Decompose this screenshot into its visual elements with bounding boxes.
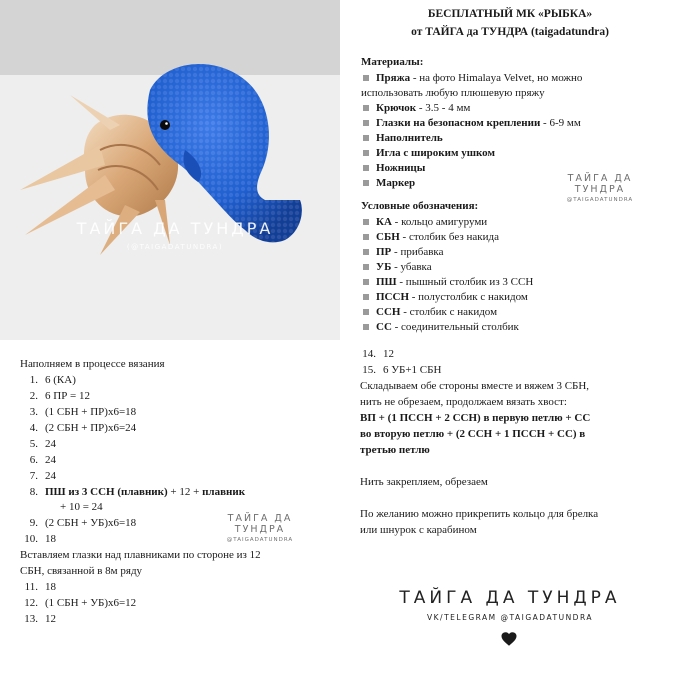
bullet-icon	[363, 135, 369, 141]
tail-line1: ВП + (1 ПССН + 2 ССН) в первую петлю + СС	[360, 412, 591, 424]
eyes-note-line1: Вставляем глазки над плавниками по стороне из 12	[20, 549, 261, 561]
instruction-row-fins: 8. ПШ из 3 ССН (плавник) + 12 + плавник + 10 = 24	[29, 486, 246, 513]
legend-item: СБН - столбик без накида	[361, 230, 661, 245]
instruction-row: 13. 12	[24, 613, 56, 625]
photo-watermark-handle: (@TAIGADATUNDRA)	[126, 243, 224, 251]
bullet-icon	[363, 249, 369, 255]
instruction-row: 15. 6 УБ+1 СБН	[362, 364, 442, 376]
bullet-icon	[363, 180, 369, 186]
eyes-note-line2: СБН, связанной в 8м ряду	[20, 565, 143, 577]
materials-heading: Материалы:	[361, 56, 424, 68]
fasten-note: Нить закрепляем, обрезаем	[360, 476, 488, 488]
instruction-row: 12. (1 СБН + УБ)х6=12	[24, 597, 137, 609]
brand-name: ТАЙГА ДА ТУНДРА	[399, 588, 621, 608]
legend-list	[361, 215, 661, 335]
watermark-left: ТАЙГА ДА ТУНДРА @TAIGADATUNDRA	[226, 513, 294, 543]
legend-item: КА - кольцо амигуруми	[361, 215, 661, 230]
product-photo	[0, 0, 340, 340]
materials-item: Наполнитель	[361, 131, 661, 146]
instruction-row: 6. 24	[29, 454, 56, 466]
bullet-icon	[363, 219, 369, 225]
materials-item: Маркер	[361, 176, 661, 191]
brand-footer	[380, 588, 640, 622]
instruction-row: 4. (2 СБН + ПР)х6=24	[29, 422, 137, 434]
materials-item: Ножницы	[361, 161, 661, 176]
materials-item: Игла с широким ушком	[361, 146, 661, 161]
materials-item: Крючок - 3.5 - 4 мм	[361, 101, 661, 116]
tail-line2: во вторую петлю + (2 ССН + 1 ПССН + СС) в	[360, 428, 586, 440]
materials-item: Глазки на безопасном креплении - 6-9 мм	[361, 116, 661, 131]
tail-line3: третью петлю	[360, 444, 430, 456]
instruction-row: 2. 6 ПР = 12	[29, 390, 91, 402]
fold-note-line2: нить не обрезаем, продолжаем вязать хвост:	[360, 396, 567, 408]
instruction-row: 5. 24	[29, 438, 56, 450]
watermark-mid: ТАЙГА ДА ТУНДРА @TAIGADATUNDRA	[566, 173, 634, 203]
legend-item: ПССН - полустолбик с накидом	[361, 290, 661, 305]
brand-links: VK/TELEGRAM @TAIGADATUNDRA	[427, 613, 593, 622]
page-title: БЕСПЛАТНЫЙ МК «РЫБКА»	[427, 8, 593, 20]
bullet-icon	[363, 234, 369, 240]
fish-toy-illustration	[0, 0, 340, 340]
instruction-row: 9. (2 СБН + УБ)х6=18	[29, 517, 137, 529]
bullet-icon	[363, 150, 369, 156]
legend-item: ПР - прибавка	[361, 245, 661, 260]
instruction-row: 1. 6 (КА)	[29, 374, 76, 386]
bullet-icon	[363, 264, 369, 270]
instructions-intro: Наполняем в процессе вязания	[20, 358, 165, 370]
bullet-icon	[363, 75, 369, 81]
page-subtitle: от ТАЙГА да ТУНДРА (taigadatundra)	[411, 26, 609, 38]
photo-watermark-name: ТАЙГА ДА ТУНДРА	[76, 219, 274, 238]
heart-icon	[500, 630, 518, 648]
fold-note-line1: Складываем обе стороны вместе и вяжем 3 СБН,	[360, 380, 590, 392]
bullet-icon	[363, 279, 369, 285]
optional-note-line1: По желанию можно прикрепить кольцо для брелка	[360, 508, 599, 520]
legend-heading: Условные обозначения:	[361, 200, 479, 212]
optional-note-line2: или шнурок с карабином	[360, 524, 477, 536]
bullet-icon	[363, 309, 369, 315]
legend-item: ССН - столбик с накидом	[361, 305, 661, 320]
instruction-row: 10. 18	[24, 533, 56, 545]
bullet-icon	[363, 120, 369, 126]
bullet-icon	[363, 324, 369, 330]
bullet-icon	[363, 105, 369, 111]
bullet-icon	[363, 165, 369, 171]
materials-item-continuation: использовать любую плюшевую пряжу	[361, 87, 545, 99]
instruction-row: 7. 24	[29, 470, 56, 482]
instruction-row: 11. 18	[24, 581, 56, 593]
legend-item: ПШ - пышный столбик из 3 ССН	[361, 275, 661, 290]
bullet-icon	[363, 294, 369, 300]
instruction-row: 3. (1 СБН + ПР)х6=18	[29, 406, 137, 418]
materials-item: Пряжа - на фото Himalaya Velvet, но можно	[361, 71, 661, 86]
legend-item: УБ - убавка	[361, 260, 661, 275]
instruction-row: 14. 12	[362, 348, 394, 360]
legend-item: СС - соединительный столбик	[361, 320, 661, 335]
